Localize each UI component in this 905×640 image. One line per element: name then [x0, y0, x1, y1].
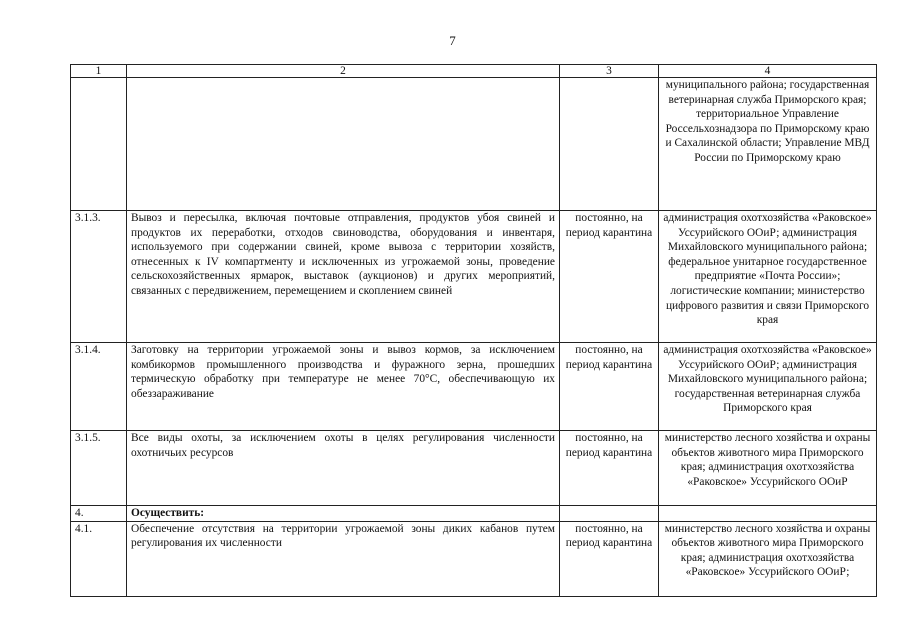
term-text	[560, 506, 659, 522]
measure-text: Обеспечение отсутствия на территории угрожаемой зоны диких кабанов путем регулирования их численности	[127, 521, 560, 596]
responsible-text: администрация охотхозяйства «Раковское» Уссурийского ООиР; администрация Михайловского муниципального района; федеральное унитарное государственное предприятие «Почта России»; логистические компании; министерство цифрового развития и связи Приморского края	[659, 211, 877, 343]
row-number: 3.1.3.	[71, 211, 127, 343]
header-col-3: 3	[560, 65, 659, 78]
responsible-text: министерство лесного хозяйства и охраны объектов животного мира Приморского края; администрация охотхозяйства «Раковское» Уссурийского ООиР;	[659, 521, 877, 596]
header-col-2: 2	[127, 65, 560, 78]
term-text: постоянно, на период карантина	[560, 431, 659, 506]
table-row	[71, 431, 877, 506]
row-number	[71, 78, 127, 211]
row-number: 4.1.	[71, 521, 127, 596]
term-text: постоянно, на период карантина	[560, 343, 659, 431]
header-col-1: 1	[71, 65, 127, 78]
row-number: 4.	[71, 506, 127, 522]
table-row	[71, 506, 877, 522]
table-header-row	[71, 65, 877, 78]
section-heading: Осуществить:	[127, 506, 560, 522]
responsible-text: муниципального района; государственная ветеринарная служба Приморского края; территориальное Управление Россельхознадзора по Приморскому краю и Сахалинской области; Управление МВД России по Приморскому краю	[659, 78, 877, 211]
measure-text: Заготовку на территории угрожаемой зоны и вывоз кормов, за исключением комбикормов промышленного производства и фуражного зерна, прошедших термическую обработку при температуре не менее 70°С, обеспечивающую их обеззараживание	[127, 343, 560, 431]
table-row	[71, 211, 877, 343]
header-col-4: 4	[659, 65, 877, 78]
measure-text: Вывоз и пересылка, включая почтовые отправления, продуктов убоя свиней и продуктов их переработки, отходов свиноводства, оборудования и инвентаря, используемого при содержании свиней, кроме вывоза с территории хозяйств, отнесенных к IV компартменту и исключенных из угрожаемой зоны, проведение сельскохозяйственных ярмарок, выставок (аукционов) и других мероприятий, связанных с передвижением, перемещением и скоплением свиней	[127, 211, 560, 343]
table-row	[71, 78, 877, 211]
measure-text: Все виды охоты, за исключением охоты в целях регулирования численности охотничьих ресурсов	[127, 431, 560, 506]
responsible-text	[659, 506, 877, 522]
table-row	[71, 521, 877, 596]
measures-table	[70, 64, 877, 597]
term-text: постоянно, на период карантина	[560, 521, 659, 596]
page-number: 7	[449, 33, 456, 48]
row-number: 3.1.4.	[71, 343, 127, 431]
measure-text	[127, 78, 560, 211]
term-text	[560, 78, 659, 211]
table-row	[71, 343, 877, 431]
row-number: 3.1.5.	[71, 431, 127, 506]
term-text: постоянно, на период карантина	[560, 211, 659, 343]
responsible-text: министерство лесного хозяйства и охраны объектов животного мира Приморского края; администрация охотхозяйства «Раковское» Уссурийского ООиР	[659, 431, 877, 506]
responsible-text: администрация охотхозяйства «Раковское» Уссурийского ООиР; администрация Михайловского муниципального района; государственная ветеринарная служба Приморского края	[659, 343, 877, 431]
